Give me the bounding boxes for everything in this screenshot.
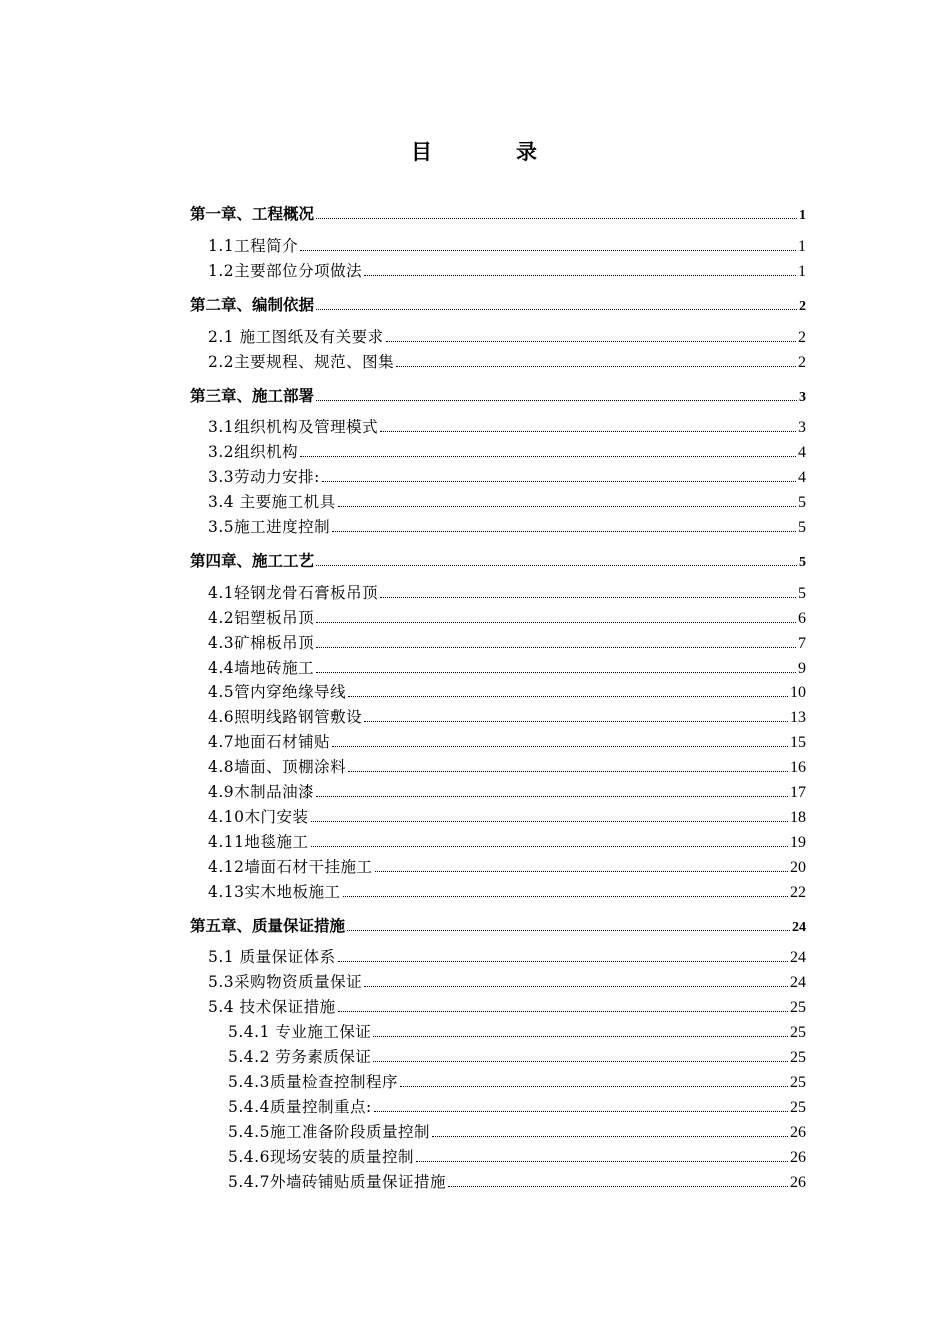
toc-entry-page-number: 2 <box>798 328 806 346</box>
toc-entry-label: 5.4.3质量检查控制程序 <box>228 1072 398 1091</box>
toc-entry-label: 4.4墙地砖施工 <box>208 658 315 677</box>
toc-dot-leader <box>348 771 788 772</box>
toc-dot-leader <box>316 218 797 219</box>
toc-entry-section[interactable] <box>190 852 806 877</box>
toc-entry-page-number: 18 <box>790 808 806 826</box>
toc-entry-label: 1.2主要部位分项做法 <box>208 261 363 280</box>
toc-dot-leader <box>338 961 788 962</box>
toc-entry-label: 3.1组织机构及管理模式 <box>208 418 379 437</box>
toc-dot-leader <box>338 506 796 507</box>
toc-entry-page-number: 13 <box>790 709 806 727</box>
toc-entry-page-number: 5 <box>799 555 806 571</box>
toc-title <box>0 136 950 166</box>
toc-entry-section[interactable] <box>190 628 806 653</box>
toc-entry-chapter[interactable] <box>190 200 806 224</box>
toc-entry-page-number: 25 <box>790 1024 806 1042</box>
toc-entry-page-number: 26 <box>790 1173 806 1191</box>
toc-entry-section[interactable] <box>190 413 806 438</box>
toc-entry-sub[interactable] <box>190 1042 806 1067</box>
toc-entry-label: 4.8墙面、顶棚涂料 <box>208 758 347 777</box>
toc-entry-label: 第五章、质量保证措施 <box>190 916 346 935</box>
toc-dot-leader <box>364 721 788 722</box>
toc-entry-chapter[interactable] <box>190 382 806 406</box>
toc-entry-label: 5.4.6现场安装的质量控制 <box>228 1147 414 1166</box>
toc-entry-label: 5.4.1 专业施工保证 <box>228 1023 372 1042</box>
toc-entry-label: 第四章、施工工艺 <box>190 552 315 571</box>
toc-entry-sub[interactable] <box>190 1017 806 1042</box>
toc-dot-leader <box>316 647 796 648</box>
toc-dot-leader <box>300 250 796 251</box>
toc-entry-section[interactable] <box>190 702 806 727</box>
toc-entry-label: 4.10木门安装 <box>208 807 309 826</box>
toc-entry-page-number: 22 <box>790 883 806 901</box>
toc-dot-leader <box>316 672 796 673</box>
toc-entry-section[interactable] <box>190 512 806 537</box>
toc-entry-section[interactable] <box>190 653 806 678</box>
toc-entry-label: 4.6照明线路钢管敷设 <box>208 708 363 727</box>
toc-entry-label: 1.1工程简介 <box>208 236 299 255</box>
toc-entry-section[interactable] <box>190 487 806 512</box>
toc-entry-label: 第一章、工程概况 <box>190 205 315 223</box>
toc-entry-page-number: 2 <box>799 298 806 314</box>
toc-dot-leader <box>380 597 796 598</box>
toc-dot-leader <box>448 1186 788 1187</box>
toc-entry-page-number: 19 <box>790 833 806 851</box>
toc-entry-page-number: 20 <box>790 858 806 876</box>
toc-dot-leader <box>386 341 796 342</box>
toc-entry-sub[interactable] <box>190 1167 806 1192</box>
toc-entry-label: 5.4.7外墙砖铺贴质量保证措施 <box>228 1172 446 1191</box>
toc-entry-page-number: 5 <box>798 584 806 602</box>
toc-entry-page-number: 25 <box>790 999 806 1017</box>
toc-dot-leader <box>322 481 796 482</box>
toc-dot-leader <box>332 531 796 532</box>
toc-dot-leader <box>373 1061 788 1062</box>
toc-entry-section[interactable] <box>190 992 806 1017</box>
toc-entry-section[interactable] <box>190 827 806 852</box>
toc-entry-section[interactable] <box>190 752 806 777</box>
toc-entry-page-number: 5 <box>798 519 806 537</box>
toc-entry-page-number: 15 <box>790 734 806 752</box>
toc-entry-page-number: 24 <box>790 949 806 967</box>
toc-dot-leader <box>348 696 788 697</box>
toc-entry-section[interactable] <box>190 256 806 281</box>
toc-entry-section[interactable] <box>190 877 806 902</box>
toc-dot-leader <box>373 1036 788 1037</box>
toc-entry-section[interactable] <box>190 322 806 347</box>
toc-entry-section[interactable] <box>190 347 806 372</box>
toc-entry-section[interactable] <box>190 578 806 603</box>
toc-entry-page-number: 4 <box>798 469 806 487</box>
toc-dot-leader <box>364 986 788 987</box>
toc-entry-label: 4.1轻钢龙骨石膏板吊顶 <box>208 583 379 602</box>
toc-entry-page-number: 2 <box>798 353 806 371</box>
toc-entry-label: 第三章、施工部署 <box>190 386 315 405</box>
toc-entry-label: 4.9木制品油漆 <box>208 783 315 802</box>
toc-entry-label: 5.1 质量保证体系 <box>208 948 336 967</box>
toc-dot-leader <box>316 622 796 623</box>
toc-entry-label: 4.7地面石材铺贴 <box>208 733 331 752</box>
toc-entry-label: 5.4.2 劳务素质保证 <box>228 1048 372 1067</box>
toc-dot-leader <box>316 400 797 401</box>
toc-entry-page-number: 1 <box>798 262 806 280</box>
toc-entry-page-number: 17 <box>790 784 806 802</box>
toc-entry-section[interactable] <box>190 943 806 968</box>
toc-entry-chapter[interactable] <box>190 912 806 936</box>
toc-entry-page-number: 3 <box>799 389 806 405</box>
toc-entry-page-number: 24 <box>792 919 806 935</box>
toc-dot-leader <box>311 846 788 847</box>
toc-entry-section[interactable] <box>190 727 806 752</box>
toc-entry-chapter[interactable] <box>190 547 806 571</box>
toc-entry-page-number: 1 <box>799 208 806 223</box>
toc-entry-page-number: 1 <box>798 237 806 255</box>
toc-entry-page-number: 25 <box>790 1049 806 1067</box>
toc-dot-leader <box>364 275 796 276</box>
toc-title-left: 目 <box>411 139 434 164</box>
toc-dot-leader <box>338 1011 788 1012</box>
toc-dot-leader <box>316 565 797 566</box>
toc-entry-label: 3.4 主要施工机具 <box>208 493 336 512</box>
toc-dot-leader <box>432 1136 788 1137</box>
toc-entry-page-number: 5 <box>798 494 806 512</box>
toc-entry-label: 3.5施工进度控制 <box>208 518 331 537</box>
toc-dot-leader <box>311 821 788 822</box>
toc-entry-page-number: 26 <box>790 1123 806 1141</box>
toc-entry-label: 4.11地毯施工 <box>208 832 309 851</box>
toc-entry-sub[interactable] <box>190 1142 806 1167</box>
toc-entry-sub[interactable] <box>190 1117 806 1142</box>
toc-title-right: 录 <box>516 139 539 164</box>
toc-entry-label: 2.2主要规程、规范、图集 <box>208 352 395 371</box>
toc-dot-leader <box>396 366 796 367</box>
toc-entry-label: 第二章、编制依据 <box>190 295 315 314</box>
toc-entry-label: 2.1 施工图纸及有关要求 <box>208 327 384 346</box>
toc-entry-sub[interactable] <box>190 1092 806 1117</box>
toc-entry-label: 4.3矿棉板吊顶 <box>208 633 315 652</box>
toc-entry-label: 3.3劳动力安排: <box>208 468 320 487</box>
toc-dot-leader <box>375 871 788 872</box>
toc-entry-section[interactable] <box>190 802 806 827</box>
toc-dot-leader <box>374 1111 788 1112</box>
toc-dot-leader <box>347 930 790 931</box>
toc-entry-label: 4.12墙面石材干挂施工 <box>208 857 373 876</box>
toc-entry-page-number: 16 <box>790 759 806 777</box>
toc-entry-section[interactable] <box>190 777 806 802</box>
toc-entry-page-number: 25 <box>790 1098 806 1116</box>
toc-entry-label: 5.4.5施工准备阶段质量控制 <box>228 1122 430 1141</box>
table-of-contents <box>190 200 806 1192</box>
toc-entry-label: 4.13实木地板施工 <box>208 882 341 901</box>
toc-entry-section[interactable] <box>190 462 806 487</box>
toc-entry-label: 5.3采购物资质量保证 <box>208 973 363 992</box>
toc-entry-label: 4.5管内穿绝缘导线 <box>208 683 347 702</box>
toc-dot-leader <box>332 746 788 747</box>
toc-entry-page-number: 9 <box>798 659 806 677</box>
toc-entry-label: 4.2铝塑板吊顶 <box>208 608 315 627</box>
toc-entry-page-number: 26 <box>790 1148 806 1166</box>
toc-entry-label: 5.4 技术保证措施 <box>208 998 336 1017</box>
toc-entry-page-number: 3 <box>798 419 806 437</box>
toc-entry-page-number: 7 <box>798 634 806 652</box>
toc-dot-leader <box>316 309 797 310</box>
toc-entry-page-number: 10 <box>790 684 806 702</box>
toc-dot-leader <box>316 796 788 797</box>
toc-dot-leader <box>300 456 796 457</box>
toc-entry-page-number: 4 <box>798 444 806 462</box>
toc-dot-leader <box>343 896 788 897</box>
toc-dot-leader <box>380 431 796 432</box>
toc-entry-section[interactable] <box>190 437 806 462</box>
toc-entry-label: 3.2组织机构 <box>208 443 299 462</box>
toc-entry-section[interactable] <box>190 678 806 703</box>
toc-entry-section[interactable] <box>190 603 806 628</box>
toc-entry-section[interactable] <box>190 967 806 992</box>
toc-dot-leader <box>400 1086 788 1087</box>
toc-entry-chapter[interactable] <box>190 291 806 315</box>
toc-entry-page-number: 25 <box>790 1073 806 1091</box>
toc-entry-section[interactable] <box>190 231 806 256</box>
toc-entry-page-number: 24 <box>790 974 806 992</box>
toc-dot-leader <box>416 1161 788 1162</box>
toc-entry-page-number: 6 <box>798 609 806 627</box>
toc-entry-sub[interactable] <box>190 1067 806 1092</box>
toc-entry-label: 5.4.4质量控制重点: <box>228 1097 372 1116</box>
